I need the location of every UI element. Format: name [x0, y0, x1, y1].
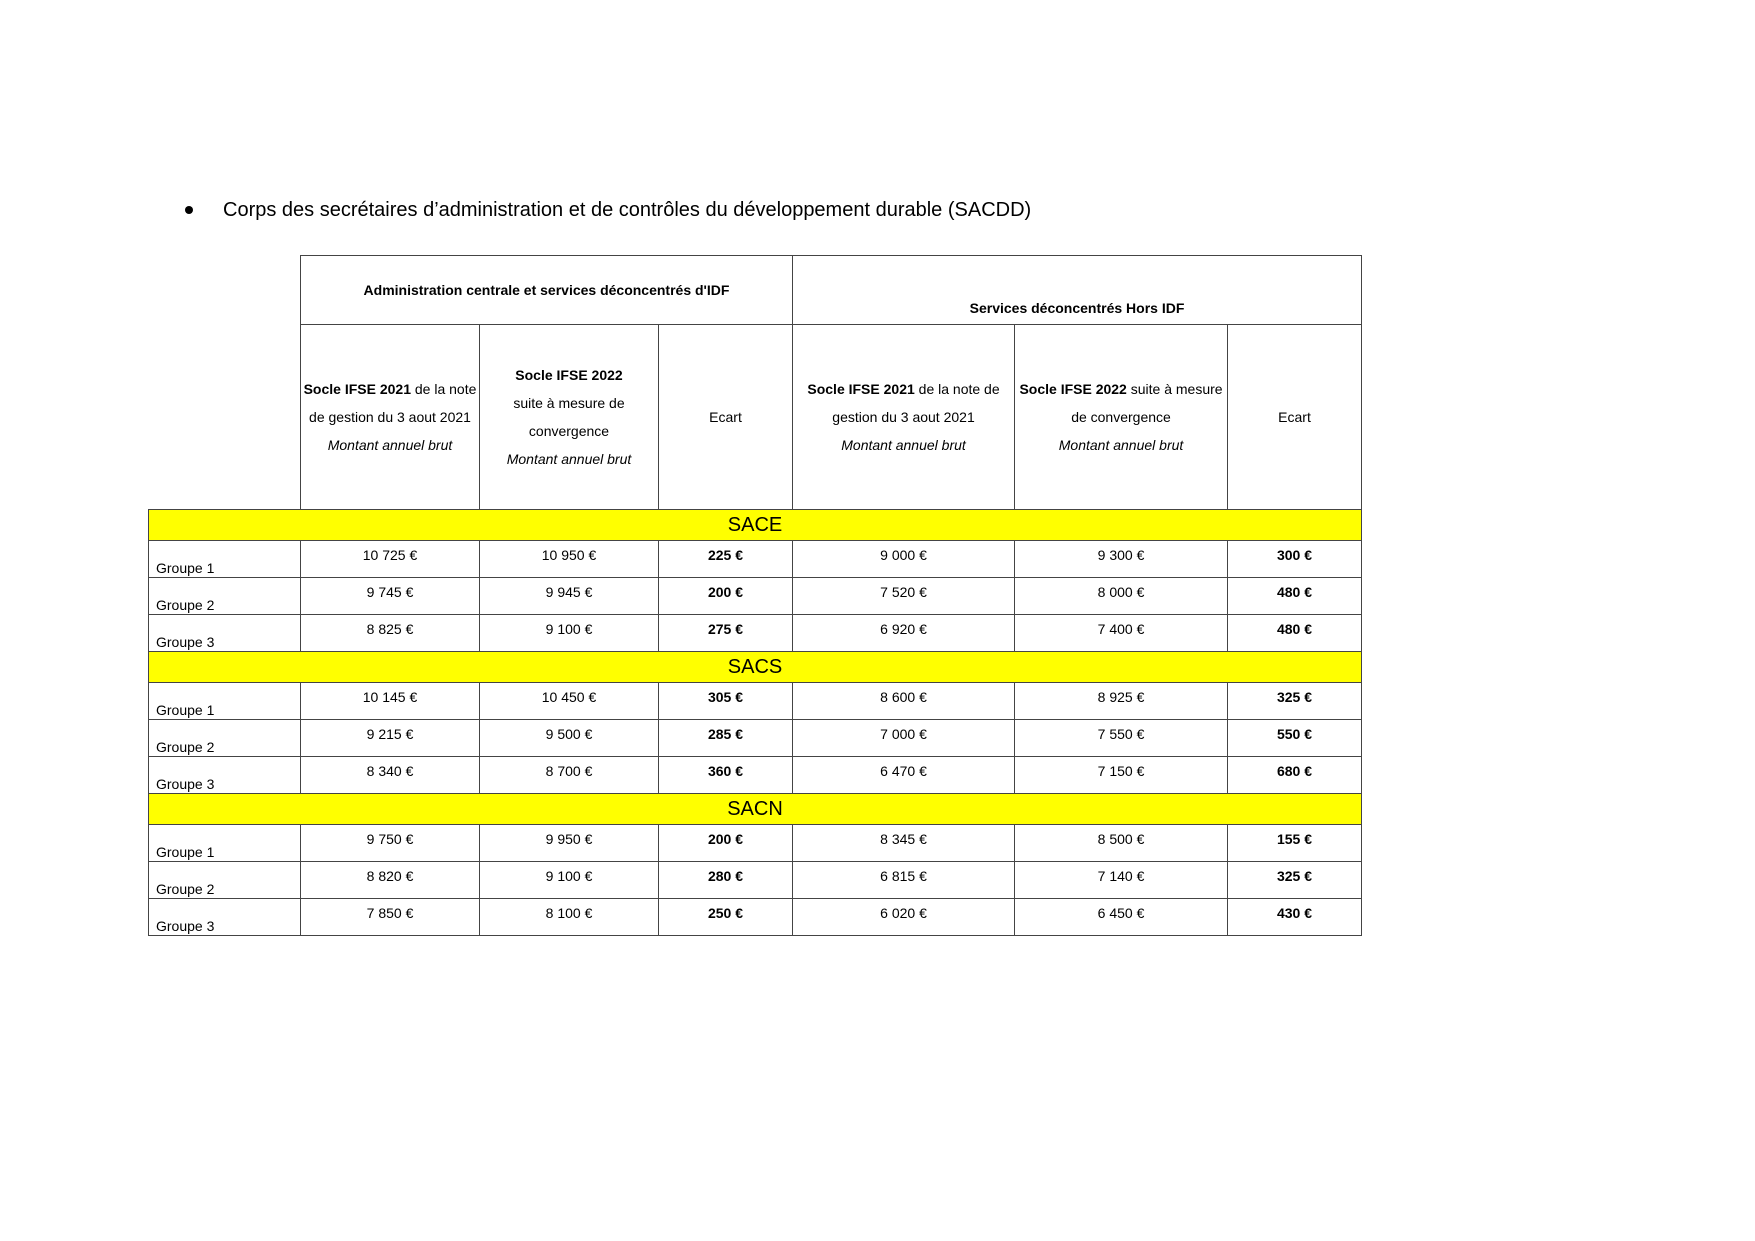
row-label: Groupe 3 [149, 899, 301, 936]
ecart-cell: 325 € [1228, 683, 1362, 720]
column-header-row [149, 325, 1362, 510]
row-label: Groupe 3 [149, 615, 301, 652]
row-label: Groupe 1 [149, 825, 301, 862]
ecart-cell: 200 € [659, 578, 793, 615]
amount-cell: 9 300 € [1015, 541, 1228, 578]
col-header-idf-2021 [301, 325, 480, 510]
row-label: Groupe 2 [149, 862, 301, 899]
amount-cell: 8 500 € [1015, 825, 1228, 862]
amount-cell: 7 000 € [793, 720, 1015, 757]
amount-cell: 8 925 € [1015, 683, 1228, 720]
amount-cell: 7 140 € [1015, 862, 1228, 899]
amount-cell: 10 450 € [480, 683, 659, 720]
ecart-cell: 285 € [659, 720, 793, 757]
col-header-italic: Montant annuel brut [841, 437, 966, 453]
ecart-cell: 550 € [1228, 720, 1362, 757]
row-label: Groupe 2 [149, 720, 301, 757]
amount-cell: 9 100 € [480, 862, 659, 899]
table-row [149, 578, 1362, 615]
amount-cell: 10 725 € [301, 541, 480, 578]
table-row [149, 720, 1362, 757]
amount-cell: 8 000 € [1015, 578, 1228, 615]
amount-cell: 8 345 € [793, 825, 1015, 862]
row-label: Groupe 3 [149, 757, 301, 794]
ecart-cell: 275 € [659, 615, 793, 652]
group-header-hors-idf: Services déconcentrés Hors IDF [793, 256, 1362, 325]
amount-cell: 8 825 € [301, 615, 480, 652]
col-header-italic: Montant annuel brut [1058, 437, 1184, 453]
bullet-dot-icon [185, 206, 193, 214]
amount-cell: 10 145 € [301, 683, 480, 720]
amount-cell: 6 920 € [793, 615, 1015, 652]
table-row [149, 899, 1362, 936]
col-header-bold: Socle IFSE 2022 [515, 367, 623, 383]
ecart-cell: 680 € [1228, 757, 1362, 794]
row-label: Groupe 1 [149, 541, 301, 578]
col-header-rest: de la note de gestion du 3 aout 2021 [309, 381, 477, 425]
section-row [149, 652, 1362, 683]
amount-cell: 6 450 € [1015, 899, 1228, 936]
col-header-bold: Socle IFSE 2021 [303, 381, 411, 397]
corner-cell [149, 256, 301, 325]
section-title: SACE [149, 510, 1362, 541]
col-header-idf-ecart: Ecart [659, 325, 793, 510]
section-row [149, 510, 1362, 541]
ecart-cell: 200 € [659, 825, 793, 862]
amount-cell: 9 950 € [480, 825, 659, 862]
ifse-table [148, 255, 1362, 936]
col-header-bold: Socle IFSE 2022 [1019, 381, 1127, 397]
ecart-cell: 155 € [1228, 825, 1362, 862]
amount-cell: 7 850 € [301, 899, 480, 936]
col-header-idf-2022 [480, 325, 659, 510]
amount-cell: 9 100 € [480, 615, 659, 652]
col-header-rest: suite à mesure de convergence [1071, 381, 1223, 425]
row-label: Groupe 1 [149, 683, 301, 720]
amount-cell: 6 470 € [793, 757, 1015, 794]
table-row [149, 541, 1362, 578]
section-title: SACS [149, 652, 1362, 683]
amount-cell: 9 500 € [480, 720, 659, 757]
ecart-cell: 225 € [659, 541, 793, 578]
amount-cell: 8 100 € [480, 899, 659, 936]
ecart-cell: 325 € [1228, 862, 1362, 899]
ecart-cell: 480 € [1228, 578, 1362, 615]
table-row [149, 683, 1362, 720]
col-header-hors-ecart: Ecart [1228, 325, 1362, 510]
table-row [149, 615, 1362, 652]
amount-cell: 9 750 € [301, 825, 480, 862]
table-row [149, 825, 1362, 862]
amount-cell: 7 150 € [1015, 757, 1228, 794]
table-row [149, 862, 1362, 899]
ecart-cell: 280 € [659, 862, 793, 899]
group-header-idf: Administration centrale et services déconcentrés d'IDF [301, 256, 793, 325]
ecart-cell: 300 € [1228, 541, 1362, 578]
amount-cell: 9 745 € [301, 578, 480, 615]
ecart-cell: 360 € [659, 757, 793, 794]
ecart-cell: 480 € [1228, 615, 1362, 652]
row-label: Groupe 2 [149, 578, 301, 615]
amount-cell: 7 550 € [1015, 720, 1228, 757]
amount-cell: 9 215 € [301, 720, 480, 757]
col-header-hors-2021 [793, 325, 1015, 510]
section-row [149, 794, 1362, 825]
ecart-cell: 305 € [659, 683, 793, 720]
amount-cell: 6 815 € [793, 862, 1015, 899]
group-header-row [149, 256, 1362, 325]
col-header-italic: Montant annuel brut [506, 451, 632, 467]
ecart-cell: 250 € [659, 899, 793, 936]
amount-cell: 10 950 € [480, 541, 659, 578]
amount-cell: 8 820 € [301, 862, 480, 899]
amount-cell: 7 520 € [793, 578, 1015, 615]
corner-cell-2 [149, 325, 301, 510]
col-header-hors-2022 [1015, 325, 1228, 510]
col-header-rest: suite à mesure de convergence [513, 395, 625, 439]
amount-cell: 9 945 € [480, 578, 659, 615]
col-header-bold: Socle IFSE 2021 [807, 381, 915, 397]
amount-cell: 8 600 € [793, 683, 1015, 720]
section-title: SACN [149, 794, 1362, 825]
amount-cell: 8 700 € [480, 757, 659, 794]
amount-cell: 7 400 € [1015, 615, 1228, 652]
col-header-rest: de la note de gestion du 3 aout 2021 [832, 381, 1000, 425]
col-header-italic: Montant annuel brut [327, 437, 453, 453]
amount-cell: 8 340 € [301, 757, 480, 794]
ecart-cell: 430 € [1228, 899, 1362, 936]
bullet-text: Corps des secrétaires d’administration et de contrôles du développement durable (SACDD) [223, 199, 1032, 221]
amount-cell: 6 020 € [793, 899, 1015, 936]
table-row [149, 757, 1362, 794]
amount-cell: 9 000 € [793, 541, 1015, 578]
